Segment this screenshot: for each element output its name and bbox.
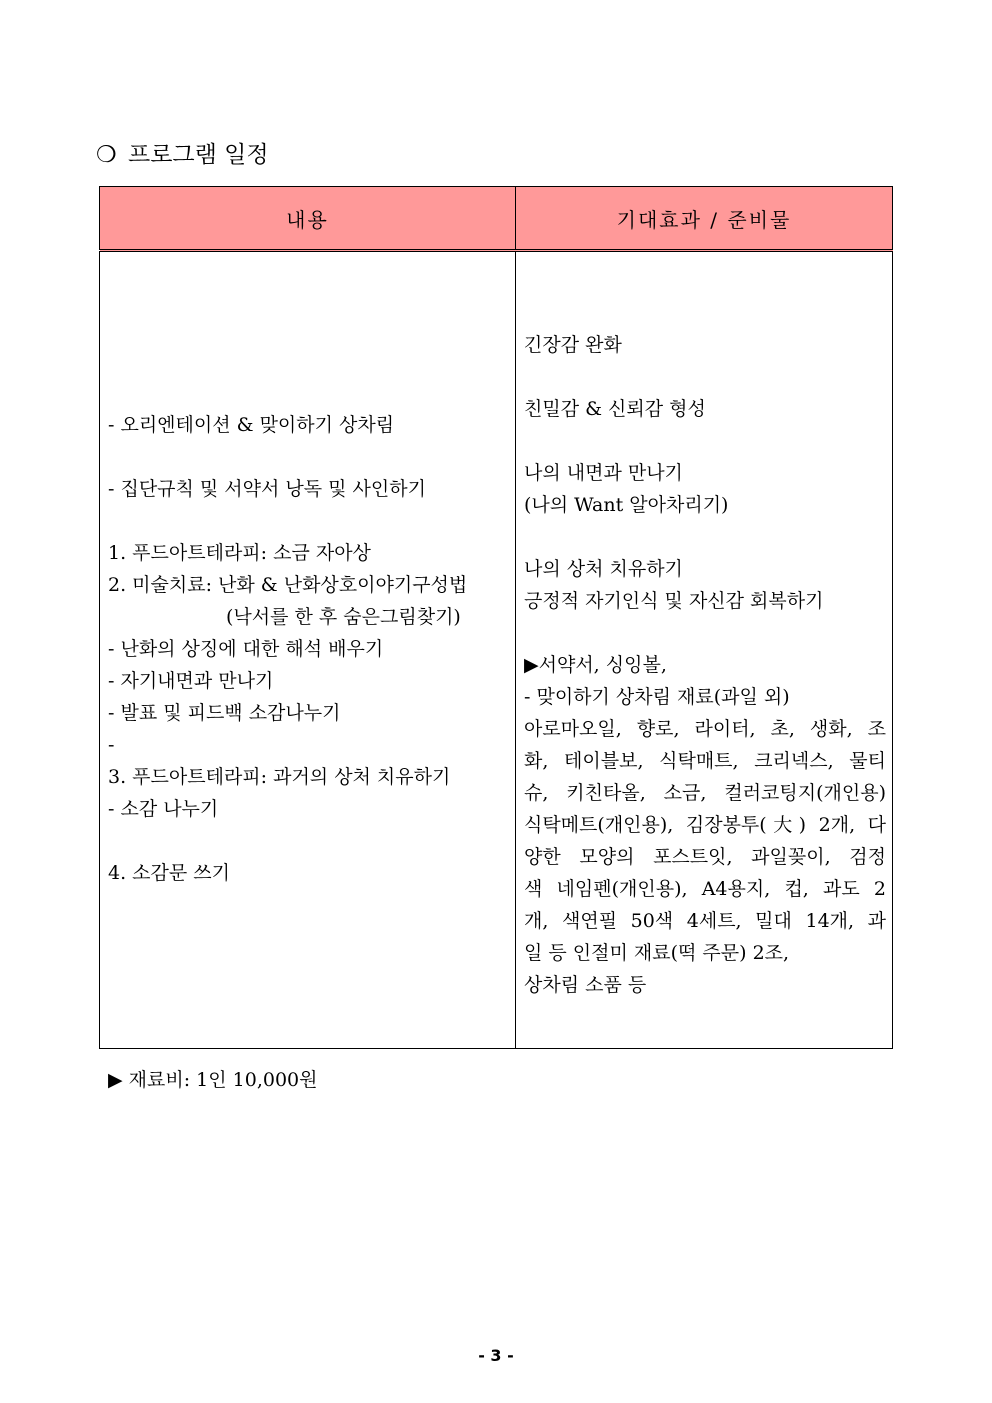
- header-content: 내용: [100, 187, 516, 251]
- content-cell: [100, 251, 516, 1049]
- header-effects-supplies: 기대효과 / 준비물: [516, 187, 893, 251]
- list-item: 화, 테이블보, 식탁매트, 크리넥스, 물티: [524, 750, 886, 772]
- list-item: 나의 내면과 만나기: [524, 462, 683, 484]
- list-item: - 난화의 상징에 대한 해석 배우기: [108, 638, 384, 660]
- list-item: 3. 푸드아트테라피: 과거의 상처 치유하기: [108, 766, 451, 788]
- section-title: 프로그램 일정: [128, 142, 269, 168]
- list-item: (나의 Want 알아차리기): [524, 494, 729, 516]
- table-row: [100, 251, 893, 1049]
- list-item: - 맞이하기 상차림 재료(과일 외): [524, 686, 790, 708]
- list-item: 긴장감 완화: [524, 334, 622, 356]
- list-item: ▶서약서, 싱잉볼,: [524, 654, 667, 676]
- list-item: 긍정적 자기인식 및 자신감 회복하기: [524, 590, 824, 612]
- list-item: 친밀감 & 신뢰감 형성: [524, 398, 706, 420]
- material-cost-note: ▶ 재료비: 1인 10,000원: [108, 1069, 318, 1091]
- list-item: 식탁메트(개인용), 김장봉투(大) 2개, 다: [524, 814, 886, 836]
- list-item: 나의 상처 치유하기: [524, 558, 683, 580]
- list-item: 일 등 인절미 재료(떡 주문) 2조,: [524, 942, 790, 964]
- list-item: 아로마오일, 향로, 라이터, 초, 생화, 조: [524, 718, 886, 740]
- list-item: - 자기내면과 만나기: [108, 670, 274, 692]
- list-item: 양한 모양의 포스트잇, 과일꽂이, 검정: [524, 846, 886, 868]
- list-item: 1. 푸드아트테라피: 소금 자아상: [108, 542, 371, 564]
- program-schedule-table: [99, 186, 893, 1049]
- list-item: 슈, 키친타올, 소금, 컬러코팅지(개인용): [524, 782, 886, 804]
- list-item: - 소감 나누기: [108, 798, 219, 820]
- table-header-row: [100, 187, 893, 251]
- circle-bullet-icon: ❍: [96, 142, 117, 168]
- list-item: 색 네임펜(개인용), A4용지, 컵, 과도 2: [524, 878, 886, 900]
- list-item: -: [108, 734, 115, 756]
- effects-supplies-cell: [516, 251, 893, 1049]
- list-item: 4. 소감문 쓰기: [108, 862, 230, 884]
- list-item: - 집단규칙 및 서약서 낭독 및 사인하기: [108, 478, 426, 500]
- section-heading: [96, 138, 269, 172]
- list-item: 상차림 소품 등: [524, 974, 647, 996]
- list-item: - 발표 및 피드백 소감나누기: [108, 702, 341, 724]
- list-item: (낙서를 한 후 숨은그림찾기): [226, 606, 461, 628]
- list-item: 2. 미술치료: 난화 & 난화상호이야기구성법: [108, 574, 468, 596]
- page-number: - 3 -: [478, 1346, 514, 1365]
- list-item: - 오리엔테이션 & 맞이하기 상차림: [108, 414, 395, 436]
- list-item: 개, 색연필 50색 4세트, 밀대 14개, 과: [524, 910, 886, 932]
